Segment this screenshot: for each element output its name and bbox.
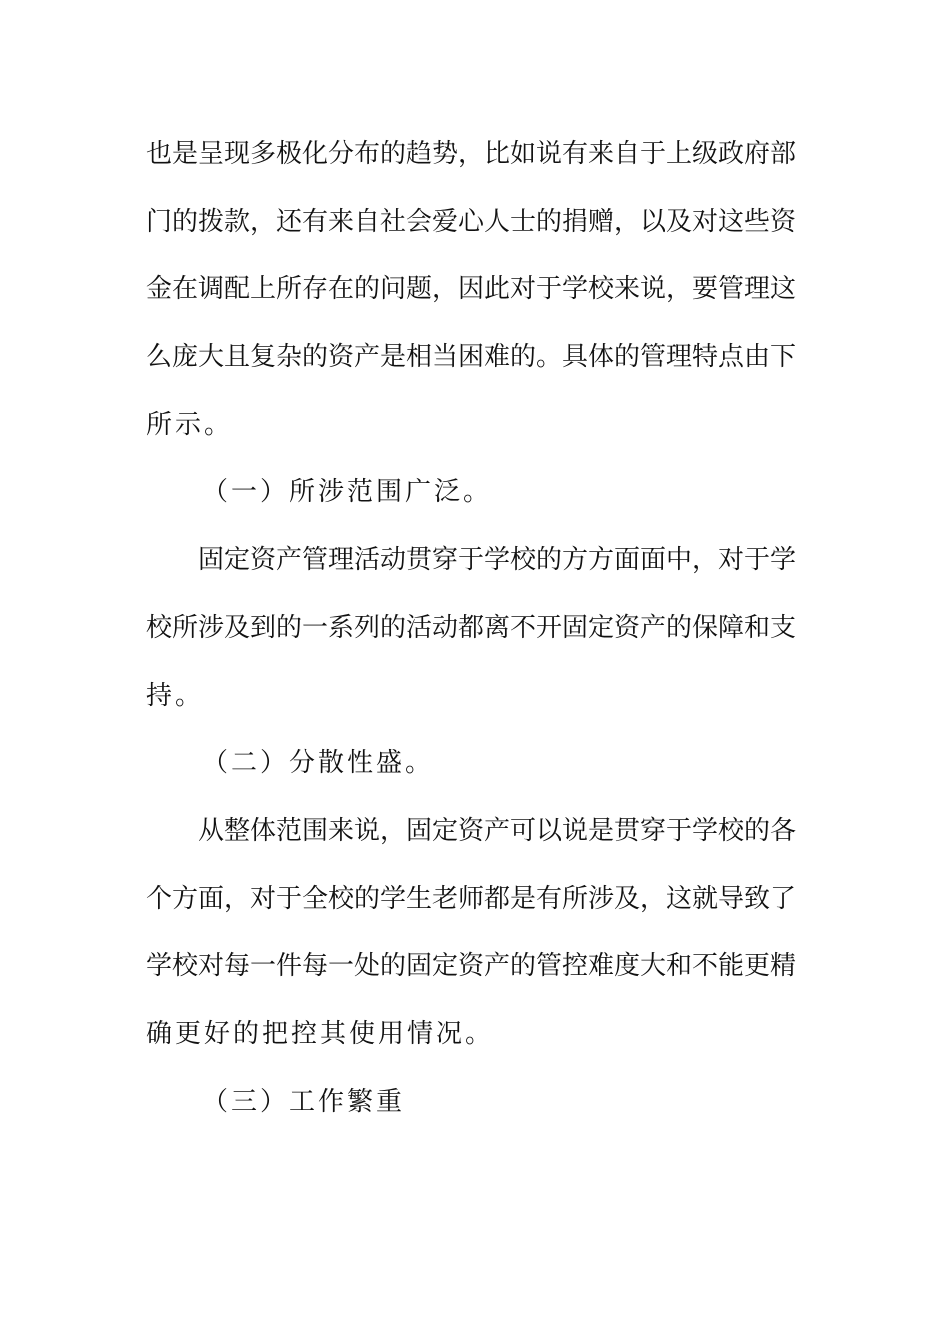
paragraph-first-line: 固定资产管理活动贯穿于学校的方方面面中，对于学 [198,545,797,576]
text-line: 学校对每一件每一处的固定资产的管控难度大和不能更精 [146,951,797,982]
text-line: 持。 [146,680,205,711]
text-line: 个方面，对于全校的学生老师都是有所涉及，这就导致了 [146,883,797,914]
document-body [146,132,797,1147]
text-line: 么庞大且复杂的资产是相当困难的。具体的管理特点由下 [146,342,797,373]
section-heading-2: （二）分散性盛。 [202,748,435,779]
text-line: 所示。 [146,409,234,440]
section-heading-3: （三）工作繁重 [202,1086,406,1117]
text-line: 校所涉及到的一系列的活动都离不开固定资产的保障和支 [146,612,797,643]
text-line: 也是呈现多极化分布的趋势，比如说有来自于上级政府部 [146,139,797,169]
text-line: 金在调配上所存在的问题，因此对于学校来说，要管理这 [146,274,797,305]
text-line: 门的拨款，还有来自社会爱心人士的捐赠，以及对这些资 [146,206,797,237]
text-line: 确更好的把控其使用情况。 [146,1018,495,1049]
paragraph-first-line: 从整体范围来说，固定资产可以说是贯穿于学校的各 [198,815,797,846]
section-heading-1: （一）所涉范围广泛。 [202,477,493,508]
